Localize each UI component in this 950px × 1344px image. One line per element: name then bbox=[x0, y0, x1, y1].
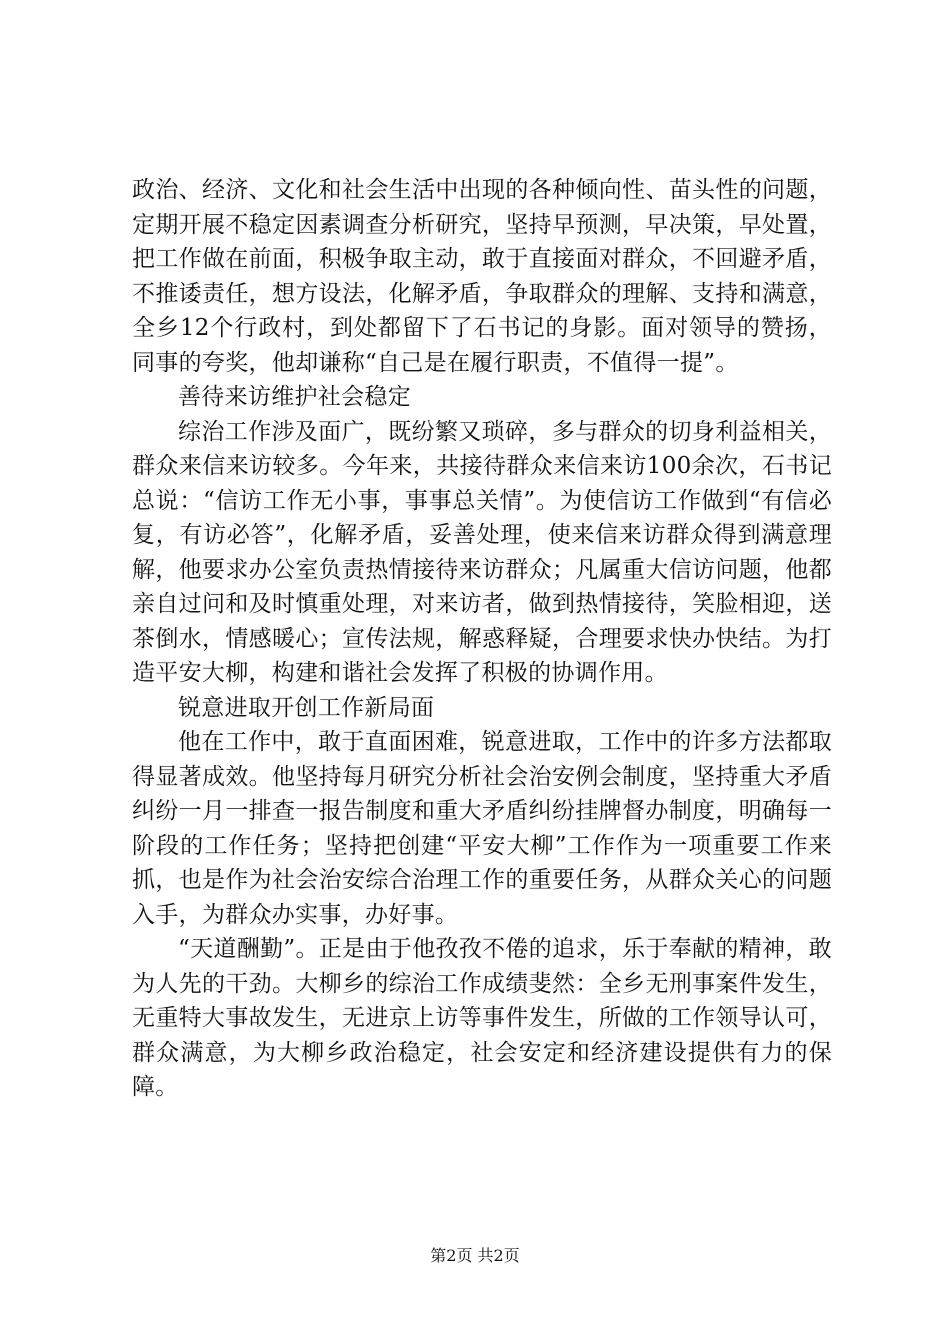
document-body bbox=[132, 173, 832, 1105]
page-footer: 第2页 共2页 bbox=[430, 1246, 520, 1265]
section-heading-progress: 锐意进取开创工作新局面 bbox=[178, 694, 435, 721]
paragraph-visitors: 综治工作涉及面广，既纷繁又琐碎，多与群众的切身利益相关，群众来信来访较多。今年来，共接待群众来信来访100余次，石书记总说：“信访工作无小事，事事总关情”。为使信访工作做到“有信必复，有访必答”，化解矛盾，妥善处理，使来信来访群众得到满意理解，他要求办公室负责热情接待来访群众；凡属重大信访问题，他都亲自过问和及时慎重处理，对来访者，做到热情接待，笑脸相迎，送茶倒水，情感暖心；宣传法规，解惑释疑，合理要求快办快结。为打造平安大柳，构建和谐社会发挥了积极的协调作用。 bbox=[132, 418, 832, 686]
paragraph-conclusion: “天道酬勤”。正是由于他孜孜不倦的追求，乐于奉献的精神，敢为人先的干劲。大柳乡的综治工作成绩斐然：全乡无刑事案件发生，无重特大事故发生，无进京上访等事件发生，所做的工作领导认可，群众满意，为大柳乡政治稳定，社会安定和经济建设提供有力的保障。 bbox=[132, 936, 832, 1100]
section-heading-visitors: 善待来访维护社会稳定 bbox=[178, 384, 411, 410]
paragraph-continued: 政治、经济、文化和社会生活中出现的各种倾向性、苗头性的问题，定期开展不稳定因素调查分析研究，坚持早预测，早决策，早处置，把工作做在前面，积极争取主动，敢于直接面对群众，不回避矛盾，不推诿责任，想方设法，化解矛盾，争取群众的理解、支持和满意，全乡12个行政村，到处都留下了石书记的身影。面对领导的赞扬，同事的夸奖，他却谦称“自己是在履行职责，不值得一提”。 bbox=[132, 177, 832, 376]
paragraph-progress: 他在工作中，敢于直面困难，锐意进取，工作中的许多方法都取得显著成效。他坚持每月研究分析社会治安例会制度，坚持重大矛盾纠纷一月一排查一报告制度和重大矛盾纠纷挂牌督办制度，明确每一阶段的工作任务；坚持把创建“平安大柳”工作作为一项重要工作来抓，也是作为社会治安综合治理工作的重要任务，从群众关心的问题入手，为群众办实事，办好事。 bbox=[132, 729, 832, 928]
